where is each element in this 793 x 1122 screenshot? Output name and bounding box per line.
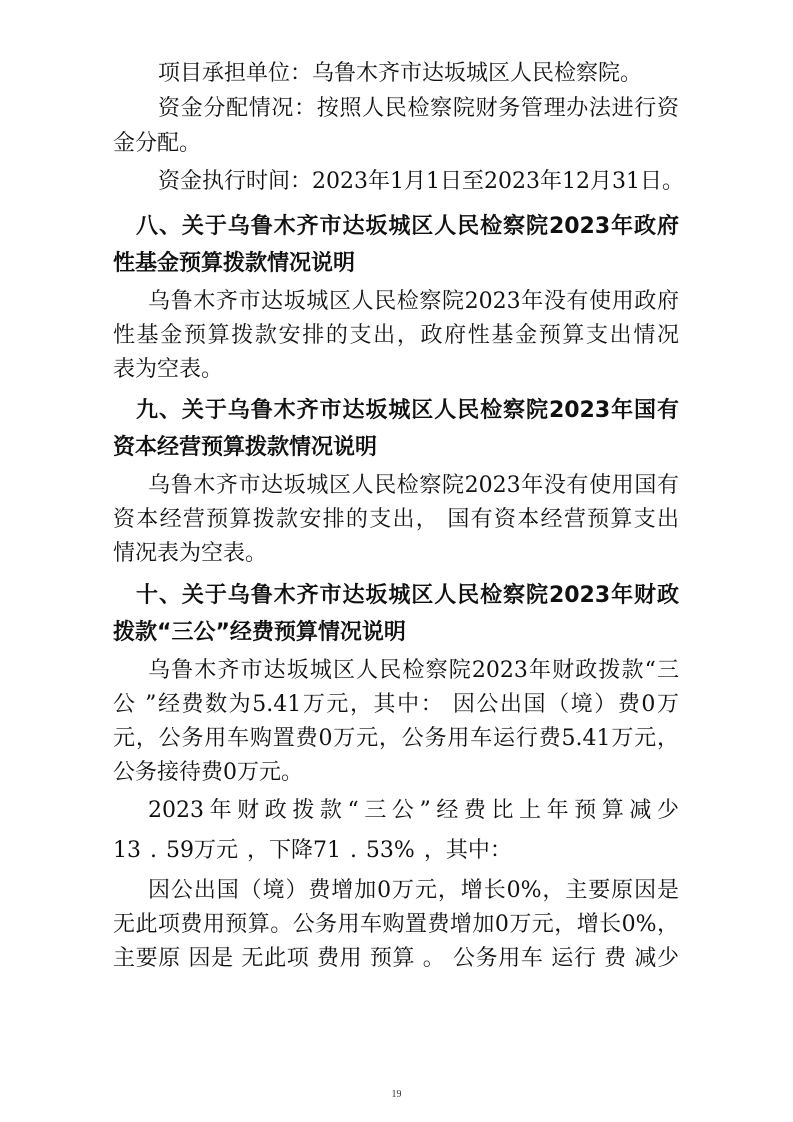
section9-body-line-3: 情况表为空表。 (113, 541, 268, 566)
section8-body-line-1: 乌鲁木齐市达坂城区人民检察院2023年没有使用政府 (148, 289, 679, 314)
section9-heading-line-2: 资本经营预算拨款情况说明 (113, 435, 378, 460)
section10-compare-line-1: 2023年财政拨款“三公”经费比上年预算减少 (148, 798, 679, 823)
fund-allocation-line-2: 金分配。 (113, 131, 202, 156)
section8-heading-line-2: 性基金预算拨款情况说明 (113, 251, 356, 276)
section10-detail-line-3: 主要原 因是 无此项 费用 预算 。 公务用车 运行 费 减少 (113, 946, 679, 971)
section8-body-line-2: 性基金预算拨款安排的支出，政府性基金预算支出情况 (113, 323, 679, 348)
fund-allocation-line-1: 资金分配情况：按照人民检察院财务管理办法进行资 (158, 96, 679, 121)
section10-body-line-3: 元，公务用车购置费0万元，公务用车运行费5.41万元， (113, 726, 679, 751)
section8-heading-line-1: 八、关于乌鲁木齐市达坂城区人民检察院2023年政府 (136, 214, 679, 239)
section10-heading-line-2: 拨款“三公”经费预算情况说明 (113, 620, 406, 645)
section9-body-line-2: 资本经营预算拨款安排的支出， 国有资本经营预算支出 (113, 507, 679, 532)
fund-period-line: 资金执行时间：2023年1月1日至2023年12月31日。 (158, 169, 684, 194)
section9-heading-line-1: 九、关于乌鲁木齐市达坂城区人民检察院2023年国有 (136, 398, 679, 423)
section10-heading-line-1: 十、关于乌鲁木齐市达坂城区人民检察院2023年财政 (136, 583, 679, 608)
project-unit-line: 项目承担单位：乌鲁木齐市达坂城区人民检察院。 (158, 61, 643, 86)
section8-body-line-3: 表为空表。 (113, 357, 224, 382)
section10-detail-line-2: 无此项费用预算。公务用车购置费增加0万元，增长0%， (113, 912, 679, 937)
section10-body-line-4: 公务接待费0万元。 (113, 760, 303, 785)
section10-body-line-2: 公 ”经费数为5.41万元，其中： 因公出国（境）费0万 (113, 692, 679, 717)
section10-compare-line-2: 13 . 59万元 ，下降71 . 53% ，其中： (113, 838, 512, 863)
page-number: 19 (391, 1089, 402, 1100)
section10-detail-line-1: 因公出国（境）费增加0万元，增长0%，主要原因是 (148, 878, 679, 903)
section9-body-line-1: 乌鲁木齐市达坂城区人民检察院2023年没有使用国有 (148, 473, 679, 498)
section10-body-line-1: 乌鲁木齐市达坂城区人民检察院2023年财政拨款“三 (148, 658, 679, 683)
